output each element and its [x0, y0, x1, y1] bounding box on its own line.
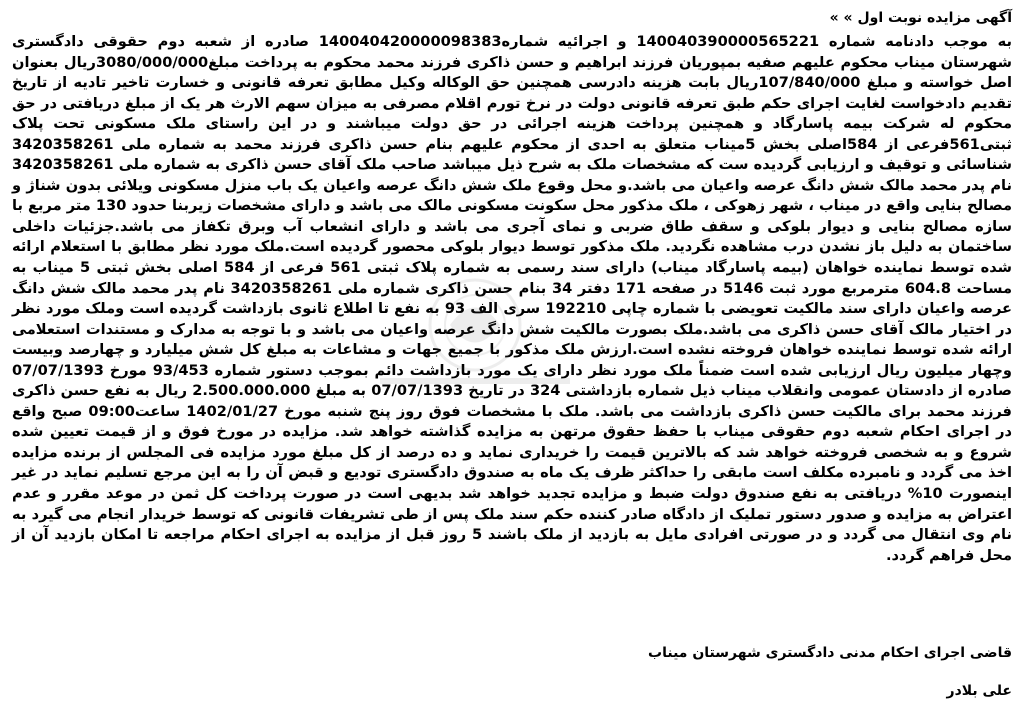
signature-name: علی بلادر: [946, 683, 1012, 699]
notice-title: آگهی مزایده نوبت اول » »: [829, 10, 1012, 26]
notice-body: به موجب دادنامه شماره 140040390000565221 و اجرائیه شماره140040420000098383 صادره از شعبه دوم حقوقی دادگستری شهرستان میناب محکوم علیهم صفیه بمپوریان فرزند ابراهیم و حسن ذاکری فرزند محمد محکوم به پرداخت مبلغ3080/000/000ریال بعنوان اصل خواسته و مبلغ 107/840/000ریال بابت هزینه دادرسی همچنین حق الوکاله وکیل مطابق تعرفه قانونی و خسارت تاخیر تادیه از تاریخ تقدیم دادخواست لغایت اجرای حکم طبق تعرفه قانونی دولت در نرخ تورم اقلام مصرفی به میزان سهم الارث هر یک از مبلغ دریافتی در حق محکوم له شرکت بیمه پاسارگاد و همچنین پرداخت هزینه اجرائی در حق دولت میباشند و در این راستای ملک مسکونی تحت پلاک ثبتی561فرعی از 584اصلی بخش 5میناب متعلق به احدی از محکوم علیهم بنام حسن ذاکری فرزند محمد به شماره ملی 3420358261 شناسائی و توقیف و ارزیابی گردیده ست که مشخصات ملک به شرح ذیل میباشد صاحب ملک آقای حسن ذاکری به شماره ملی 3420358261 نام پدر محمد مالک شش دانگ عرصه واعیان می باشد.و محل وقوع ملک شش دانگ عرصه واعیان یک باب منزل مسکونی ویلائی بدون شناژ و مصالح بنایی واقع در میناب ، شهر زهوکی ، ملک مذکور محل سکونت مسکونی مالک می باشد و دارای مشخصات زیربنا حدود 130 متر مربع با سازه مصالح بنایی و دیوار بلوکی و سقف طاق ضربی و نمای آجری می باشد و دارای انشعاب آب وبرق تکفاز می باشد.جزئیات داخلی ساختمان به دلیل باز نشدن درب مشاهده نگردید. ملک مذکور توسط دیوار بلوکی محصور گردیده است.ملک مورد نظر مطابق با استعلام ارائه شده توسط نماینده خواهان (بیمه پاسارگاد میناب) دارای سند رسمی به شماره پلاک ثبتی 561 فرعی از 584 اصلی بخش ثبتی 5 میناب به مساحت 604.8 مترمربع مورد ثبت 5146 در صفحه 171 دفتر 34 بنام حسن ذاکری شماره ملی 3420358261 نام پدر محمد مالک شش دانگ عرصه واعیان دارای سند مالکیت تعویضی با شماره چاپی 192210 سری الف 93 به نفع تا اطلاع ثانوی بازداشت گردیده است وملک مورد نظر در اختیار مالک آقای حسن ذاکری می باشد.ملک بصورت مالکیت شش دانگ عرصه واعیان می باشد و با توجه به مدارک و مستندات استعلامی ارائه شده توسط نماینده خواهان فروخته نشده است.ارزش ملک مذکور با جمیع جهات و مشاعات به مبلغ کل شش میلیارد و چهارصد وبیست وچهار میلیون ریال ارزیابی شده است ضمناً ملک مورد نظر دارای یک مورد بازداشت دائم بموجب دستور شماره 93/453 مورخ 07/07/1393 صادره از دادستان عمومی وانقلاب میناب ذیل شماره بازداشتی 324 در تاریخ 07/07/1393 به مبلغ 2.500.000.000 ریال به نفع حسن ذاکری فرزند محمد برای مالکیت حسن ذاکری بازداشت می باشد. ملک با مشخصات فوق روز پنج شنبه مورخ 1402/01/27 ساعت09:00 صبح واقع در اجرای احکام شعبه دوم حقوقی میناب با حفظ حقوق مرتهن به مزایده گذاشته خواهد شد. مزایده در مورخ فوق و از قیمت تعیین شده شروع و به شخصی فروخته خواهد شد که بالاترین قیمت را خریداری نماید و ده درصد از کل مبلغ مورد مزایده فی المجلس از برنده مزایده اخذ می گردد و نامبرده مکلف است مابقی را حداکثر ظرف یک ماه به صندوق دادگستری تودیع و قبض آن را به این مرجع تسلیم نماید در غیر اینصورت 10% دریافتی به نفع صندوق دولت ضبط و مزایده تجدید خواهد شد بدیهی است در صورت پرداخت کل ثمن در موعد مقرر و عدم اعتراض به مزایده و صدور دستور تملیک از دادگاه صادر کننده حکم سند ملک پس از طی تشریفات قانونی که توسط خریدار انجام می گیرد به نام وی انتقال می گردد و در صورتی افرادی مایل به بازدید از ملک باشند 5 روز قبل از مزایده به اجرای احکام مراجعه تا امکان بازدید آن از محل فراهم گردد.: [12, 33, 1013, 564]
signature-role: قاضی اجرای احکام مدنی دادگستری شهرستان میناب: [648, 645, 1012, 661]
